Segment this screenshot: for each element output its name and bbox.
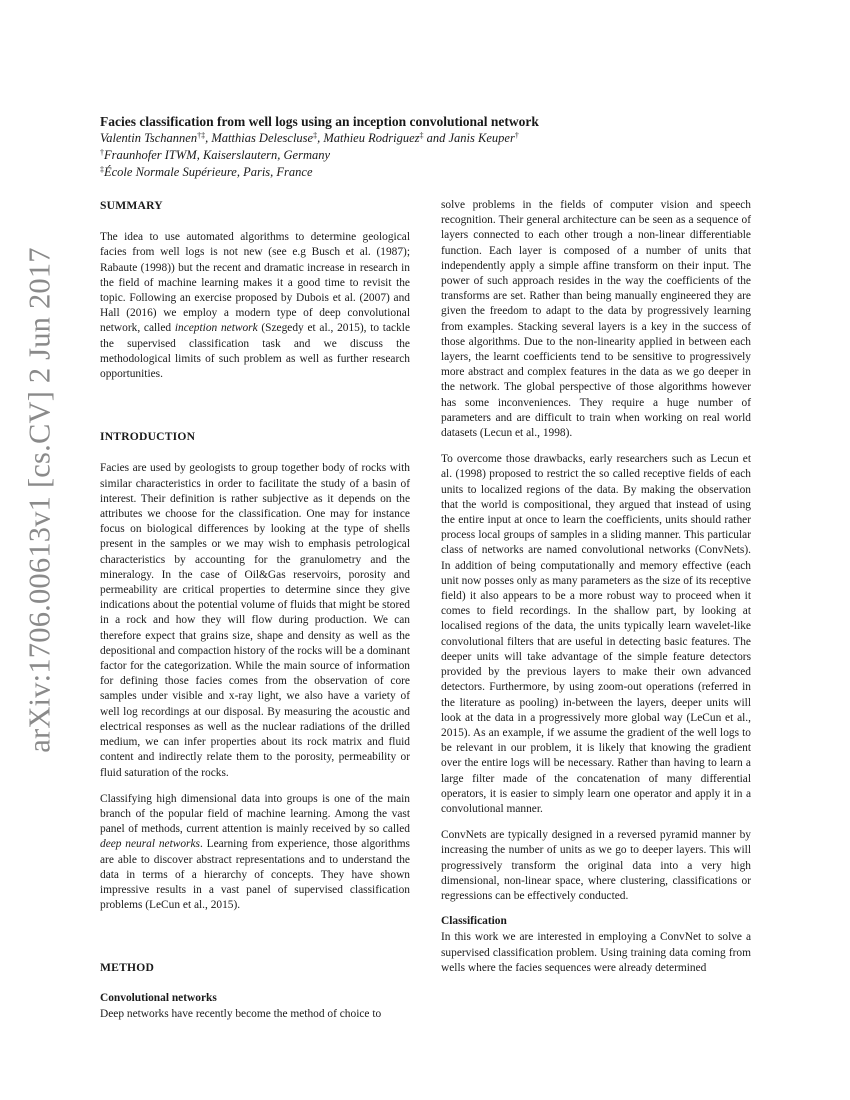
text-run: Classifying high dimensional data into groups is one of the main branch of the popular field of machine learning. Among the vast panel of methods, current attention is mainly received by so called [100, 792, 410, 836]
summary-heading: SUMMARY [100, 199, 163, 212]
classification-paragraph [441, 930, 751, 976]
author-affiliation-mark: † [514, 131, 519, 140]
convnets-receptive-field-paragraph [441, 452, 751, 817]
affiliation-text: Fraunhofer ITWM, Kaiserslautern, Germany [104, 148, 331, 162]
affiliation-mark: ‡ [100, 165, 104, 174]
text-run: ConvNets are typically designed in a reversed pyramid manner by increasing the number of units as we go to deeper layers. This will progressively transform the original data into a very high dimensional, non-linear space, where clustering, classifications or regressions can be effectively conducted. [441, 829, 751, 902]
emphasized-text: inception network [174, 322, 258, 335]
affiliation-text: École Normale Supérieure, Paris, France [104, 165, 313, 179]
text-run: To overcome those drawbacks, early researchers such as Lecun et al. (1998) proposed to restrict the so called receptive fields of each units to localized regions of the data. By making the observation that the world is compositional, they argued that instead of using the entire input at once to learn the coefficients, units should rather process local groups of samples in a sliding manner. This particular class of networks are named convolutional networks (ConvNets). In addition of being computationally and memory effective (each unit now posses only as many parameters as the size of its receptive field) it also appears to be a more robust way to proceed when it comes to field recordings. In the shallow part, by looking at localised regions of the data, the units typically learn wavelet-like convolutional filters that are useful in detecting basic features. The deeper units will take advantage of the simple feature detectors provided by the previous layers to make their own advanced detectors. Furthermore, by using zoom-out operations (referred in the literature as pooling) in-between the layers, deeper units will look at the data in a progressively more global way (LeCun et al., 2015). As an example, if we assume the gradient of the well logs to be relevant in our problem, it is likely that knowing the gradient over the entire logs will be necessary. Rather than having to learn a large filter made of the concatenation of many differential operators, it is easier to simply learn one operator and apply it in a convolutional manner. [441, 453, 751, 815]
author-separator: and [423, 131, 449, 145]
arxiv-identifier-text: arXiv:1706.00613v1 [cs.CV] 2 Jun 2017 [22, 247, 57, 753]
text-run: Deep networks have recently become the method of choice to [100, 1007, 382, 1020]
text-run: In this work we are interested in employing a ConvNet to solve a supervised classification problem. Using training data coming from wells where the facies sequences were already determined [441, 931, 751, 974]
affiliation-mark: † [100, 148, 104, 157]
author-name: Mathieu Rodriguez [323, 131, 420, 145]
author-separator: , [205, 131, 212, 145]
text-run: . Learning from experience, those algorithms are able to discover abstract representations and to understand the data in terms of a hierarchy of concepts. They have shown impressive results in a vast panel of supervised classification problems (LeCun et al., 2015). [100, 838, 410, 912]
convnets-pyramid-paragraph [441, 828, 751, 904]
convolutional-networks-subheading: Convolutional networks [100, 991, 217, 1004]
text-run: solve problems in the fields of computer vision and speech recognition. Their general architecture can be seen as a sequence of layers connected to each other trough a non-linear differentiable function. Each layer is composed of a number of units that independently apply a simple affine transform on their input. The power of such approach resides in the way the coefficients of the transforms are set. Rather than being manually engineered they are given the freedom to adapt to the data by progressively learning from examples. Stacking several layers is a key in the success of those algorithms. Due to the non-linearity applied in between each layers, the learnt coefficients tend to be sensitive to progressively more abstract and complex features in the data as we go deeper in the network. The global perspective of those algorithms however has some inconveniences. They require a huge number of parameters and are difficult to train when working on real world datasets (Lecun et al., 1998). [441, 199, 751, 440]
author-affiliation-mark: ‡ [313, 131, 318, 140]
classification-subheading: Classification [441, 915, 507, 928]
text-run: (Szegedy et al., 2015), to tackle the supervised classification task and we discuss the methodological limits of such problem as well as further research opportunities. [100, 322, 410, 381]
left-column [100, 198, 410, 1022]
author-list [100, 130, 750, 147]
introduction-paragraph-2 [100, 792, 410, 914]
text-run: The idea to use automated algorithms to determine geological facies from well logs is not new (see e.g Busch et al. (1987); Rabaute (1998)) but the recent and dramatic increase in research in the field of machine learning makes it a good time to revisit the topic. Following an exercise proposed by Dubois et al. (2007) and Hall (2016) we employ a modern type of deep convolutional network, called [100, 231, 410, 335]
author-name: Valentin Tschannen [100, 131, 198, 145]
convolutional-networks-paragraph-continued [441, 198, 751, 441]
author-name: Matthias Delescluse [211, 131, 314, 145]
author-separator: , [317, 131, 324, 145]
affiliation-ens [100, 164, 750, 181]
convolutional-networks-paragraph-start [100, 1007, 410, 1022]
paper-header [100, 113, 750, 181]
author-affiliation-mark: †‡ [197, 131, 206, 140]
method-heading: METHOD [100, 961, 155, 975]
introduction-heading: INTRODUCTION [100, 430, 196, 444]
author-name: Janis Keuper [448, 131, 515, 145]
summary-paragraph [100, 230, 410, 382]
affiliation-fraunhofer [100, 147, 750, 164]
paper-title: Facies classification from well logs using an inception convolutional network [100, 114, 539, 129]
author-affiliation-mark: ‡ [419, 131, 424, 140]
emphasized-text: deep neural networks [100, 838, 200, 851]
right-column [441, 198, 751, 976]
arxiv-identifier-stamp [10, 247, 70, 753]
introduction-paragraph-1 [100, 461, 410, 780]
text-run: Facies are used by geologists to group together body of rocks with similar characteristics in order to facilitate the study of a basin of interest. Their definition is rather subjective as it depends on the attributes we choose for the classification. One may for instance focus on biological differences by looking at the type of shells present in the samples or we may wish to emphasis petrological characteristics by accounting for the granulometry and the mineralogy. In the case of Oil&Gas reservoirs, porosity and permeability are critical properties to determine since they give indications about the potential volume of fluids that might be stored in a rock and how they will flow during production. We can therefore expect that grains size, shape and density as well as the depositional and compaction history of the rocks will be a dominant factor for the categorization. While the main source of information for defining those facies comes from the observation of core samples under visible and x-ray light, we also have a variety of well log recordings at our disposal. By measuring the acoustic and electrical responses as well as the nuclear radiations of the drilled medium, we can infer properties about its rock matrix and fluid content and indirectly relate them to the porosity, permeability or fluid saturation of the rocks. [100, 462, 411, 779]
